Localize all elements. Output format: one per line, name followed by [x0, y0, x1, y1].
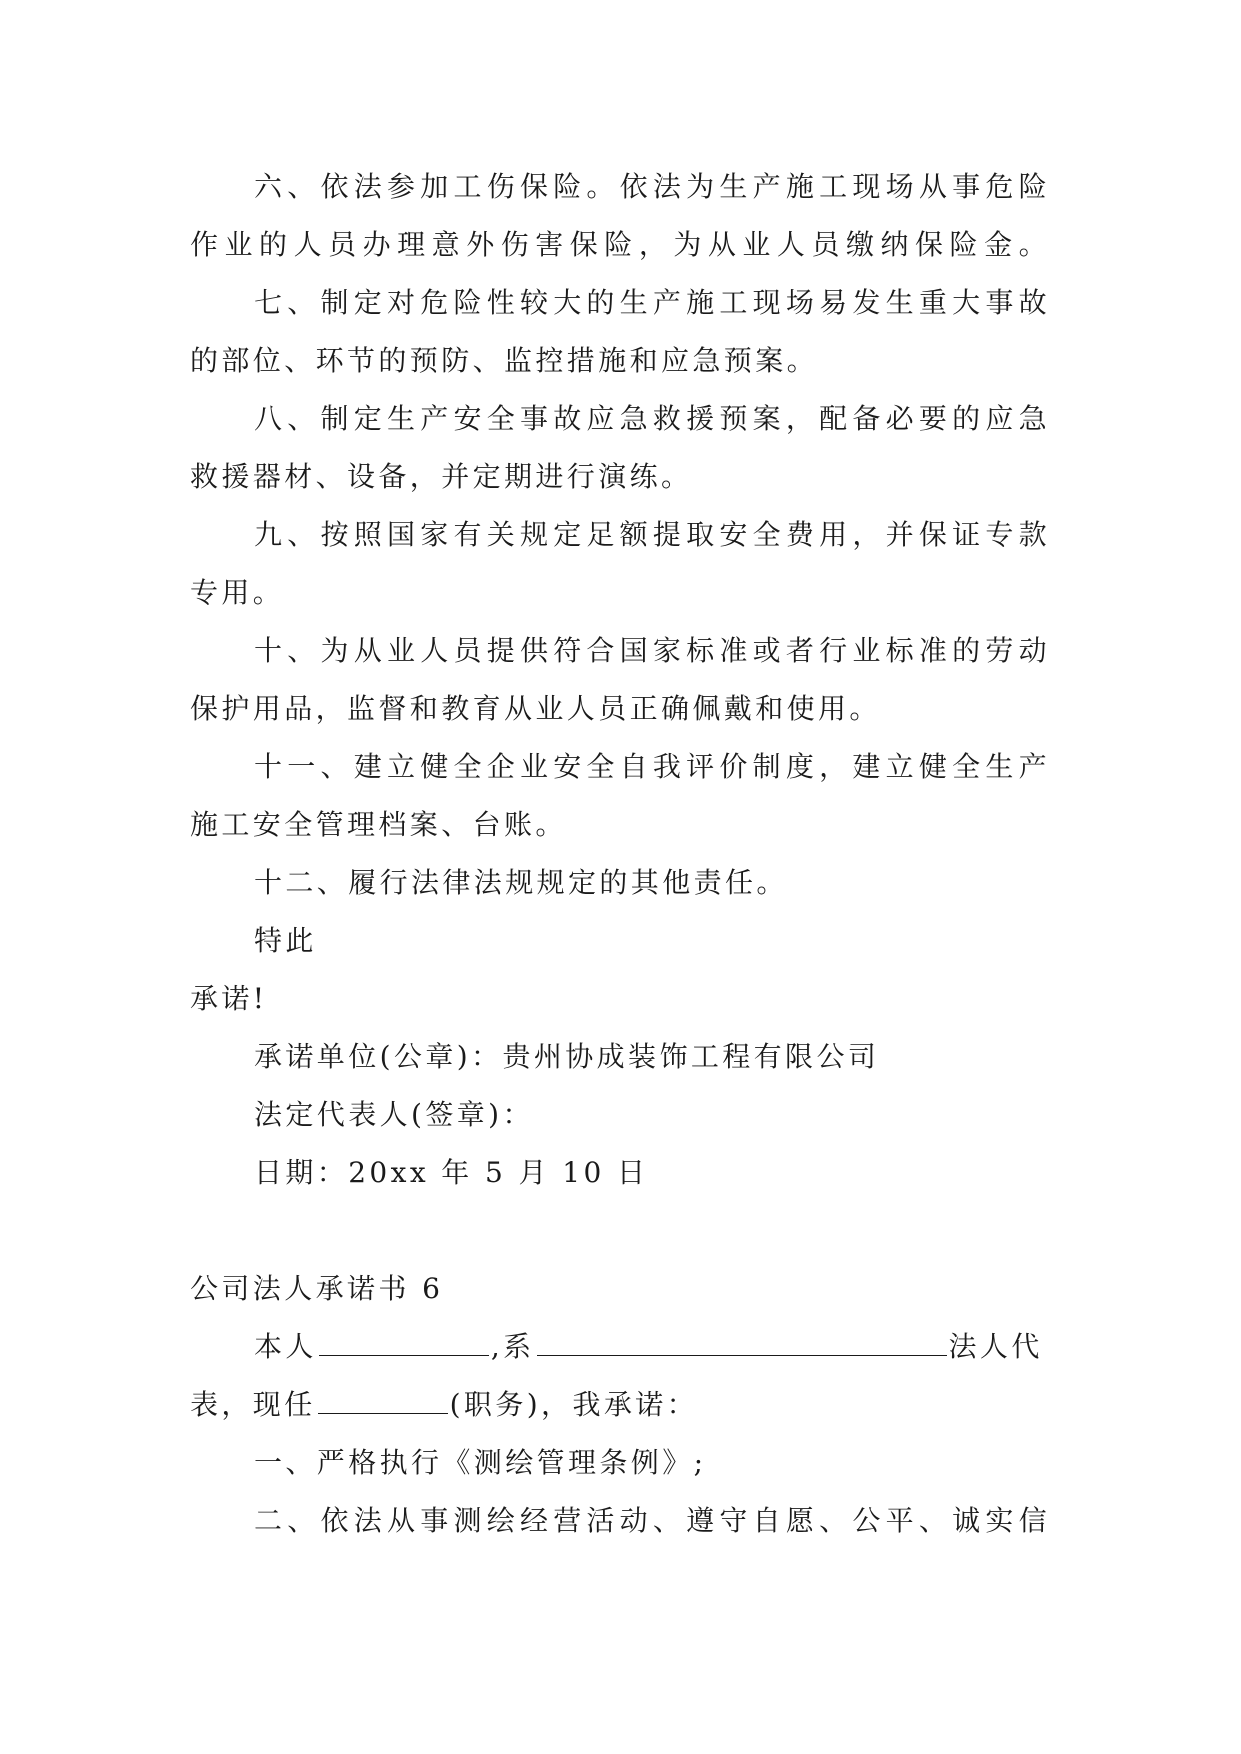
section-gap: [190, 1202, 1050, 1260]
paragraph-10-line-2: 保护用品，监督和教育从业人员正确佩戴和使用。: [190, 692, 881, 725]
paragraph-8-line-2: 救援器材、设备，并定期进行演练。: [190, 460, 693, 493]
paragraph-11-line-2: 施工安全管理档案、台账。: [190, 808, 567, 841]
section-6-intro-line-1: [190, 1318, 1050, 1376]
paragraph-8-line-1: 八、制定生产安全事故应急救援预案，配备必要的应急: [254, 402, 1050, 435]
paragraph-10-line-1: 十、为从业人员提供符合国家标准或者行业标准的劳动: [254, 634, 1050, 667]
paragraph-11-line-1: 十一、建立健全企业安全自我评价制度，建立健全生产: [254, 750, 1050, 783]
paragraph-12-line-1: 十二、履行法律法规规定的其他责任。: [254, 866, 788, 899]
signature-date: 日期：20xx 年 5 月 10 日: [254, 1156, 649, 1189]
intro-text-1: 本人: [254, 1330, 317, 1363]
paragraph-9-line-1: 九、按照国家有关规定足额提取安全费用，并保证专款: [254, 518, 1050, 551]
section-6-intro-line-2: [190, 1376, 1050, 1434]
closing-text-1: 特此: [254, 924, 317, 957]
section-6-item-2: 二、依法从事测绘经营活动、遵守自愿、公平、诚实信: [254, 1504, 1050, 1537]
signature-representative: 法定代表人(签章)：: [254, 1098, 534, 1131]
section-6-title: 公司法人承诺书 6: [190, 1272, 444, 1305]
document-body: [190, 158, 1050, 1550]
position-blank-field[interactable]: [318, 1385, 448, 1414]
intro-text-3: 法人代: [948, 1330, 1043, 1363]
name-blank-field[interactable]: [319, 1327, 489, 1356]
closing-text-2: 承诺!: [190, 982, 268, 1015]
company-blank-field[interactable]: [537, 1327, 947, 1356]
intro2-text-2: (职务)，我承诺：: [449, 1388, 699, 1421]
signature-unit: 承诺单位(公章)：贵州协成装饰工程有限公司: [254, 1040, 880, 1073]
paragraph-6-line-1: 六、依法参加工伤保险。依法为生产施工现场从事危险: [254, 170, 1050, 203]
intro-text-2: ,系: [490, 1330, 535, 1363]
paragraph-7-line-1: 七、制定对危险性较大的生产施工现场易发生重大事故: [254, 286, 1050, 319]
paragraph-6-line-2: 作业的人员办理意外伤害保险，为从业人员缴纳保险金。: [190, 228, 1050, 261]
intro2-text-1: 表，现任: [190, 1388, 316, 1421]
paragraph-7-line-2: 的部位、环节的预防、监控措施和应急预案。: [190, 344, 819, 377]
paragraph-9-line-2: 专用。: [190, 576, 285, 609]
section-6-item-1: 一、严格执行《测绘管理条例》;: [254, 1446, 707, 1479]
